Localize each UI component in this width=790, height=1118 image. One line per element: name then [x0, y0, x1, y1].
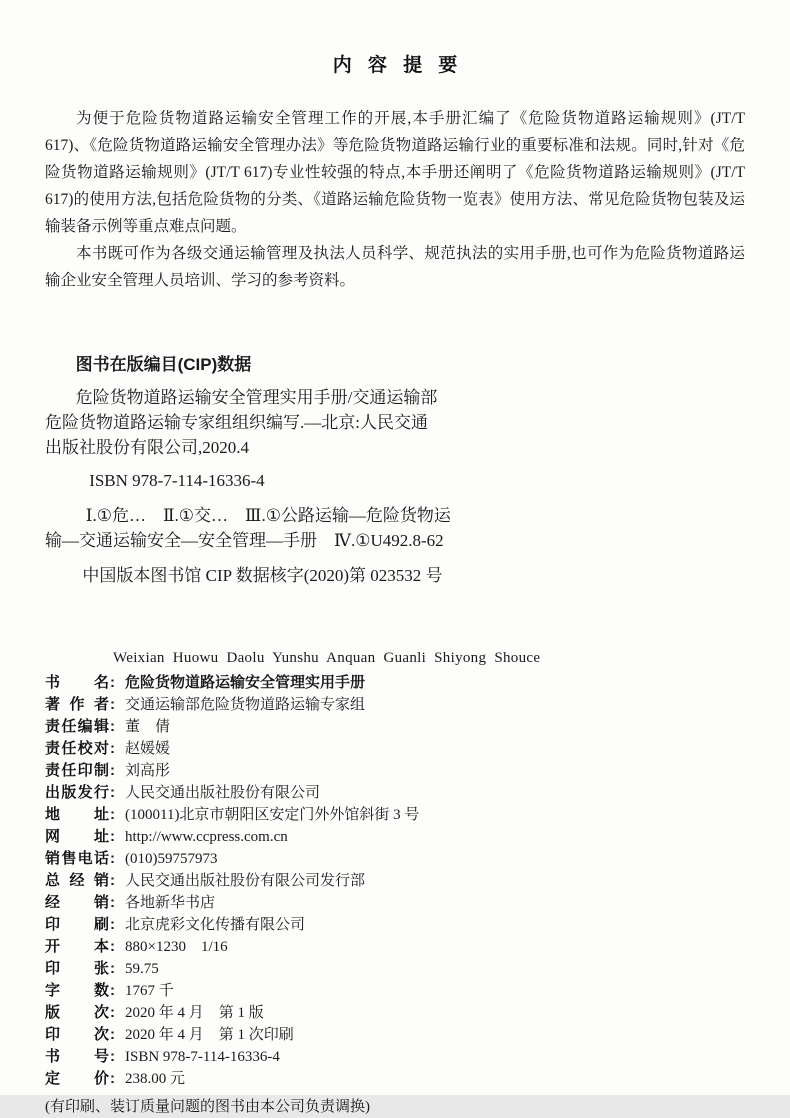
colophon-label [45, 936, 109, 958]
label-char: 书 [45, 674, 61, 691]
colophon-row [45, 870, 745, 892]
summary-paragraph: 本书既可作为各级交通运输管理及执法人员科学、规范执法的实用手册,也可作为危险货物道路运输企业安全管理人员培训、学习的参考资料。 [45, 245, 745, 289]
label-char: 次 [93, 1026, 109, 1043]
colon-separator: : [110, 1026, 115, 1043]
label-char: 版 [61, 784, 77, 801]
colophon-row [45, 694, 745, 716]
publication-details-list [45, 672, 745, 1090]
label-char: 对 [93, 740, 109, 757]
label-char: 任 [61, 718, 77, 735]
page-title: 内容提要 [332, 55, 474, 76]
label-char: 电 [77, 850, 93, 867]
label-char: 经 [45, 894, 61, 911]
label-char: 出 [45, 784, 61, 801]
colophon-label [45, 716, 109, 738]
colophon-label [45, 980, 109, 1002]
label-char: 作 [69, 696, 85, 713]
colophon-row [45, 760, 745, 782]
label-char: 印 [45, 1026, 61, 1043]
colon-separator: : [110, 982, 115, 999]
colophon-row [45, 804, 745, 826]
colon-separator: : [110, 916, 115, 933]
colophon-row [45, 892, 745, 914]
colophon-value: (010)59757973 [125, 851, 218, 867]
label-char: 责 [45, 740, 61, 757]
colophon-value: 各地新华书店 [125, 895, 216, 911]
label-char: 名 [93, 674, 109, 691]
label-char: 发 [77, 784, 93, 801]
colophon-value: 危险货物道路运输安全管理实用手册 [125, 674, 366, 691]
colophon-label [45, 870, 109, 892]
label-char: 价 [93, 1070, 109, 1087]
colophon-label [45, 672, 109, 694]
colophon-value: 2020 年 4 月 第 1 版 [125, 1005, 264, 1021]
colophon-row [45, 1002, 745, 1024]
colophon-row [45, 848, 745, 870]
colophon-value: 人民交通出版社股份有限公司 [125, 785, 321, 801]
label-char: 网 [45, 828, 61, 845]
cip-record-line: 出版社股份有限公司,2020.4 [45, 438, 249, 457]
label-char: 地 [45, 806, 61, 823]
colophon-value: 交通运输部危险货物道路运输专家组 [125, 697, 366, 713]
colon-separator: : [110, 828, 115, 845]
colophon-value: 2020 年 4 月 第 1 次印刷 [125, 1027, 294, 1043]
colophon-label [45, 914, 109, 936]
colophon-label [45, 848, 109, 870]
colophon-row [45, 936, 745, 958]
colophon-row [45, 716, 745, 738]
cip-isbn: ISBN 978-7-114-16336-4 [89, 471, 265, 490]
label-char: 售 [61, 850, 77, 867]
cip-classification-line: 输—交通运输安全—安全管理—手册 Ⅳ.①U492.8-62 [45, 531, 444, 550]
label-char: 本 [93, 938, 109, 955]
colophon-label [45, 804, 109, 826]
colon-separator: : [110, 1048, 115, 1065]
label-char: 刷 [93, 916, 109, 933]
colon-separator: : [110, 740, 115, 757]
label-char: 销 [93, 894, 109, 911]
colon-separator: : [110, 938, 115, 955]
label-char: 开 [45, 938, 61, 955]
colon-separator: : [110, 762, 115, 779]
colon-separator: : [110, 960, 115, 977]
colophon-value: 董 倩 [125, 719, 171, 735]
label-char: 编 [77, 718, 93, 735]
colophon-value: 238.00 元 [125, 1071, 186, 1087]
label-char: 制 [93, 762, 109, 779]
colophon-row [45, 782, 745, 804]
label-char: 印 [45, 916, 61, 933]
cip-heading: 图书在版编目(CIP)数据 [75, 355, 252, 374]
colophon-label [45, 782, 109, 804]
cip-registry-number: 中国版本图书馆 CIP 数据核字(2020)第 023532 号 [82, 566, 443, 585]
colophon-row [45, 980, 745, 1002]
colophon-label [45, 1024, 109, 1046]
pinyin-title: Weixian Huowu Daolu Yunshu Anquan Guanli Shiyong Shouce [113, 650, 541, 666]
colophon-label [45, 1046, 109, 1068]
label-char: 址 [93, 806, 109, 823]
colophon-label [45, 738, 109, 760]
label-char: 辑 [93, 718, 109, 735]
cip-record-line: 危险货物道路运输专家组组织编写.—北京:人民交通 [45, 413, 428, 432]
label-char: 销 [93, 872, 109, 889]
colophon-label [45, 892, 109, 914]
label-char: 印 [77, 762, 93, 779]
colophon-label [45, 958, 109, 980]
label-char: 址 [93, 828, 109, 845]
summary-section [45, 105, 745, 294]
colophon-label [45, 694, 109, 716]
cip-record [45, 385, 745, 460]
colon-separator: : [110, 850, 115, 867]
colophon-value: 人民交通出版社股份有限公司发行部 [125, 873, 366, 889]
label-char: 经 [69, 872, 85, 889]
label-char: 校 [77, 740, 93, 757]
cip-classification [45, 503, 745, 553]
colophon-label [45, 1068, 109, 1090]
label-char: 责 [45, 718, 61, 735]
colophon-value: 刘高彤 [125, 763, 171, 779]
colophon-value: 880×1230 1/16 [125, 939, 228, 955]
colophon-value: 北京虎彩文化传播有限公司 [125, 917, 306, 933]
colon-separator: : [110, 674, 115, 691]
label-char: 行 [93, 784, 109, 801]
cip-classification-line: Ⅰ.①危… Ⅱ.①交… Ⅲ.①公路运输—危险货物运 [85, 506, 451, 525]
cip-record-line: 危险货物道路运输安全管理实用手册/交通运输部 [75, 388, 438, 407]
colon-separator: : [110, 1070, 115, 1087]
label-char: 责 [45, 762, 61, 779]
label-char: 定 [45, 1070, 61, 1087]
colophon-label [45, 760, 109, 782]
label-char: 话 [93, 850, 109, 867]
colon-separator: : [110, 696, 115, 713]
colophon-row [45, 672, 745, 694]
colophon-row [45, 914, 745, 936]
colophon-row [45, 958, 745, 980]
colophon-row [45, 826, 745, 848]
colophon-value: 59.75 [125, 961, 159, 977]
colophon-value: ISBN 978-7-114-16336-4 [125, 1049, 280, 1065]
colon-separator: : [110, 718, 115, 735]
label-char: 次 [93, 1004, 109, 1021]
label-char: 数 [93, 982, 109, 999]
colon-separator: : [110, 1004, 115, 1021]
label-char: 者 [93, 696, 109, 713]
colophon-row [45, 738, 745, 760]
colophon-value: 赵媛媛 [125, 741, 171, 757]
label-char: 任 [61, 740, 77, 757]
colophon-value: (100011)北京市朝阳区安定门外外馆斜街 3 号 [125, 807, 420, 823]
colophon-label [45, 1002, 109, 1024]
label-char: 印 [45, 960, 61, 977]
label-char: 字 [45, 982, 61, 999]
colon-separator: : [110, 872, 115, 889]
label-char: 任 [61, 762, 77, 779]
colophon-row [45, 1046, 745, 1068]
label-char: 号 [93, 1048, 109, 1065]
colon-separator: : [110, 894, 115, 911]
summary-paragraph: 为便于危险货物道路运输安全管理工作的开展,本手册汇编了《危险货物道路运输规则》(JT/T 617)、《危险货物道路运输安全管理办法》等危险货物道路运输行业的重要标准和法规。同时,针对《危险货物道路运输规则》(JT/T 617)专业性较强的特点,本手册还阐明了《危险货物道路运输规则》(JT/T 617)的使用方法,包括危险货物的分类、《道路运输危险货物一览表》使用方法、常见危险货物包装及运输装备示例等重点难点问题。 [45, 110, 745, 235]
label-char: 总 [45, 872, 61, 889]
colon-separator: : [110, 806, 115, 823]
label-char: 著 [45, 696, 61, 713]
colon-separator: : [110, 784, 115, 801]
colophon-row [45, 1024, 745, 1046]
quality-exchange-note: (有印刷、装订质量问题的图书由本公司负责调换) [45, 1099, 370, 1115]
label-char: 版 [45, 1004, 61, 1021]
label-char: 张 [93, 960, 109, 977]
label-char: 书 [45, 1048, 61, 1065]
colophon-value: 1767 千 [125, 983, 174, 999]
cip-section [45, 352, 745, 588]
colophon-value: http://www.ccpress.com.cn [125, 829, 288, 845]
colophon-row [45, 1068, 745, 1090]
colophon-label [45, 826, 109, 848]
label-char: 销 [45, 850, 61, 867]
